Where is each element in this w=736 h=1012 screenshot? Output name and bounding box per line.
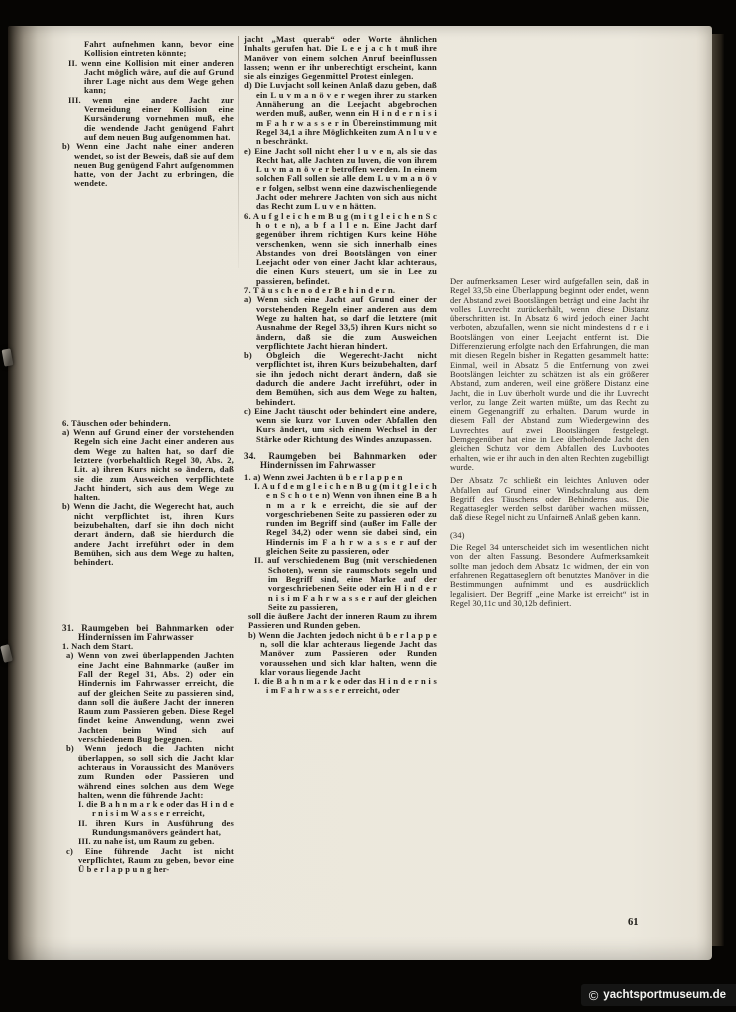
item-label: 34. <box>244 451 269 462</box>
rule-6-heading: 6. Täuschen oder behindern. <box>62 417 171 428</box>
rule-33-6-item: 6. A u f g l e i c h e m B u g (m i t g l e i c h e n S c h o t e n), a b f a l l e n. Eine Jacht darf gegenüber ihrem richtigen Kurs keine Höhe verschenken, wenn sie sich innerhalb eines Abstandes von drei Bootslängen von einer Leejacht oder von einer Jacht klar achteraus, die einen Kurs steuert, um sie in Lee zu passieren, befindet. <box>244 210 437 286</box>
item-label: b) <box>62 141 77 152</box>
item-label: III. <box>68 94 93 105</box>
item-label: a) <box>62 427 73 438</box>
item-label: b) <box>248 629 259 640</box>
commentary-34: Die Regel 34 unterscheidet sich im wesentlichen nicht von der alten Fassung. Besondere Aufmerksamkeit sollte man jedoch dem Absatz 1c widmen, der ein von erfahrenen Regattaseglern oft benutztes Manöver in die Bestimmungen aufnimmt und es ausdrücklich legalisiert. Der Begriff „eine Marke ist erreicht“ ist in Regel 30,11c und 30,12b definiert. <box>450 542 649 608</box>
item-label: I. <box>254 480 262 491</box>
column-right-commentary <box>450 277 649 608</box>
text-block: III. zu nahe ist, um Raum zu geben. <box>78 836 215 847</box>
item-label: b) <box>62 501 74 512</box>
text-block: b) Obgleich die Wegerecht-Jacht nicht verpflichtet ist, ihren Kurs beizubehalten, darf sie ihn jedoch nicht derart ändern, daß sie dadurch die andere Jacht irreführt, oder in dem Bemühen, sich aus dem Wege zu halten, behindert. <box>244 350 437 407</box>
item-label: 7. <box>244 285 253 296</box>
item-label: 6. <box>244 210 253 221</box>
item-label: b) <box>66 743 85 754</box>
rule-31-heading: 31. Raumgeben bei Bahnmarken oder Hindernissen im Fahrwasser <box>62 622 234 642</box>
text-block: I. die B a h n m a r k e oder das H i n d e r n i s i m F a h r w a s s e r erreicht, oder <box>254 676 437 696</box>
book-fore-edge <box>712 34 724 946</box>
item-label: 1. <box>62 641 72 652</box>
commentary-33: Der aufmerksamen Leser wird aufgefallen sein, daß in Regel 33,5b eine Überlappung beginnt oder endet, wenn der Abstand zwei Bootslängen beträgt und eine Jacht ihr volles Luvrecht zurückerhält, wenn diese Distanz überschritten ist. In Absatz 6 wird jedoch einer Jacht verboten, abzufallen, wenn sie nicht mindestens d r e i Bootslängen von einer Leejacht entfernt ist. Die Differenzierung erfolgte nach den Erfahrungen, die man mit diesen Regeln bisher in Regatten gesammelt hatte: Einmal, weil in Absatz 5 die Entfernung von zwei Bootslängen leichter zu schätzen ist als ein größerer Abstand, zum anderen, weil eine größere Distanz eine Jacht, die in Luv überholt wurde und die ihr Luvrecht verlor, zu lange Zeit warten müßte, um das Recht zu einem Gegenangriff zu erhalten. Darum wurde in diesem Fall der Abstand zum Wiedergewinn des Luvrechtes auf zwei Bootslängen festgelegt. Demgegenüber hat eine in Lee überholende Jacht den gleichen Schutz vor dem Abfallen des Luvbootes erhalten, wie er ihr auch in den alten Rechten zugebilligt wurde. <box>450 276 649 472</box>
text-block: soll die äußere Jacht der inneren Raum zu ihrem Passieren und Runden geben. <box>248 611 437 631</box>
text-block: b) Wenn eine Jacht nahe einer anderen wendet, so ist der Beweis, daß sie auf dem neuen Bug genügend Fahrt aufgenommen hatte, von der Jacht zu erbringen, die wendete. <box>62 141 234 189</box>
text-block: jacht „Mast querab“ oder Worte ähnlichen Inhalts gerufen hat. Die L e e j a c h t muß ihre Manöver von einem solchen Anruf beeinflussen lassen; wenn er ihr unberechtigt erscheint, kann sie als einziges Gegenmittel Protest einlegen. <box>244 34 437 82</box>
item-label: a) <box>244 294 257 305</box>
column-middle <box>244 35 437 696</box>
text-block: d) Die Luvjacht soll keinen Anlaß dazu geben, daß ein L u v m a n ö v e r wegen ihrer zu starken Annäherung an die Leejacht abgebrochen werden muß, außer, wenn ein H i n d e r n i s i m F a h r w a s s e r in Übereinstimmung mit Regel 34,1 a ihre Möglichkeiten zum A n l u v e n beschränkt. <box>244 80 437 147</box>
item-label: II. <box>254 555 268 566</box>
page-crease <box>238 36 239 268</box>
text-block: a) Wenn auf Grund einer der vorstehenden Regeln sich eine Jacht einer anderen aus dem Wege zu halten hat, so darf die letztere (vorbehaltlich Regel 30, Abs. 2, Lit. a) ihren Kurs nicht so ändern, daß sie die zum Ausweichen verpflichtete Jacht hindert, sich aus dem Wege zu halten. <box>62 427 234 503</box>
book-page <box>8 26 712 960</box>
text-block: II. wenn eine Kollision mit einer anderen Jacht möglich wäre, auf die auf Grund ihrer Lage nicht aus dem Wege gehen kann; <box>68 57 234 96</box>
text-block: 1. Nach dem Start. <box>62 641 134 652</box>
item-label: b) <box>244 350 266 361</box>
rule-34-heading: 34. Raumgeben bei Bahnmarken oder Hindernissen im Fahrwasser <box>244 451 437 471</box>
item-label: 31. <box>62 622 82 633</box>
text-block: I. A u f d e m g l e i c h e n B u g (m i t g l e i c h e n S c h o t e n) Wenn von ihnen eine B a h n m a r k e erreicht, die sie auf der vorgeschriebenen Seite zu passieren oder zu runden im Begriff sind (außer im Falle der Regel 34,2) oder wenn sie dabei sind, ein Hindernis im F a h r w a s s e r auf der gleichen Seite zu passieren, oder <box>254 480 437 557</box>
item-label: III. <box>78 836 94 847</box>
item-label: c) <box>66 845 85 856</box>
rule-33-7-item: 7. T ä u s c h e n o d e r B e h i n d e r n. <box>244 285 396 296</box>
item-label: II. <box>78 817 96 828</box>
text-block: II. auf verschiedenem Bug (mit verschiedenen Schoten), wenn sie raumschots segeln und im Begriff sind, eine Marke auf der vorgeschriebenen Seite oder ein H i n d e r n i s i m F a h r w a s s e r auf der gleichen Seite zu passieren, <box>254 555 437 612</box>
text-block: b) Wenn die Jachten jedoch nicht ü b e r l a p p e n, soll die klar achteraus liegende Jacht das Manöver zum Passieren oder Runden voraussehen und sich klar halten, wenn die klar voraus liegende Jacht <box>248 629 437 677</box>
text-block: Der Absatz 7c schließt ein leichtes Anluven oder Abfallen auf Grund einer Windschralung aus dem Begriff des Täuschens oder Behinderns aus. Die Regattasegler werden selbst darüber wachen müssen, daß diese Regel nicht zu Unfairneß Anlaß geben kann. <box>450 475 649 523</box>
item-label: II. <box>68 57 82 68</box>
item-label: d) <box>244 80 255 91</box>
item-label: I. <box>254 676 263 687</box>
column-left <box>62 40 234 875</box>
text-block: a) Wenn von zwei überlappenden Jachten eine Jacht eine Bahnmarke (außer im Fall der Regel 31, Abs. 2) oder ein Hindernis im Fahrwasser erreicht, die auf der gleichen Seite zu passieren sind, dann soll die äußere Jacht der inneren Raum zum Passieren geben. Diese Regel findet keine Anwendung, wenn zwei Jachten beim Wind sich auf verschiedenem Bug begegnen. <box>66 650 235 745</box>
commentary-34-number: (34) <box>450 529 465 540</box>
copyright-icon: © <box>588 987 599 1003</box>
item-label: I. <box>78 799 87 810</box>
item-label: 1. a) <box>244 471 263 482</box>
text-block: c) Eine führende Jacht ist nicht verpflichtet, Raum zu geben, bevor eine Ü b e r l a p p u n g her- <box>66 845 234 875</box>
text-block: b) Wenn jedoch die Jachten nicht überlappen, so soll sich die Jacht klar achteraus in Voraussicht des Manövers zum Runden oder Passieren und während eines solchen aus dem Wege halten, wenn die führende Jacht: <box>66 743 234 800</box>
text-block: Fahrt aufnehmen kann, bevor eine Kollision eintreten könnte; <box>84 39 234 59</box>
watermark-text: yachtsportmuseum.de <box>603 989 726 1001</box>
text-block: c) Eine Jacht täuscht oder behindert eine andere, wenn sie kurz vor Luven oder Abfallen den Kurs ändert, um sich einem Wechsel in der Stärke oder Richtung des Windes anzupassen. <box>244 405 437 444</box>
text-block: I. die B a h n m a r k e oder das H i n d e r n i s i m W a s s e r erreicht, <box>78 799 234 819</box>
item-label: 6. <box>62 417 71 428</box>
text-block: b) Wenn die Jacht, die Wegerecht hat, auch nicht verpflichtet ist, ihren Kurs beizubehalten, darf sie ihn doch nicht derart ändern, daß sie hierdurch die andere Jacht irreführt oder in dem Bemühen, sich aus dem Wege zu halten, behindert. <box>62 501 234 568</box>
page-number: 61 <box>628 917 639 928</box>
text-block: e) Eine Jacht soll nicht eher l u v e n, als sie das Recht hat, alle Jachten zu luven, die von ihrem L u v m a n ö v e r betroffen werden. In einem solchen Fall sollen sie alle dem L u v m a n ö v e r folgen, selbst wenn eine dazwischenliegende Jacht oder mehrere Jachten von sich aus nicht das Recht zum L u v e n hätten. <box>244 145 437 212</box>
text-block: II. ihren Kurs in Ausführung des Rundungsmanövers geändert hat, <box>78 817 234 838</box>
text-block: III. wenn eine andere Jacht zur Vermeidung einer Kollision eine Kursänderung vornehmen muß, ehe die wendende Jacht genügend Fahrt auf dem neuen Bug aufgenommen hat. <box>68 94 234 142</box>
text-block: 1. a) Wenn zwei Jachten ü b e r l a p p e n <box>244 471 403 482</box>
watermark <box>581 984 736 1006</box>
text-block: a) Wenn sich eine Jacht auf Grund einer der vorstehenden Regeln einer anderen aus dem Wege zu halten hat, so darf die letztere (mit Ausnahme der Regel 33,5) ihren Kurs nicht so ändern, daß sie die zum Ausweichen verpflichtete Jacht hieran hindert. <box>244 294 438 351</box>
item-label: a) <box>66 650 78 661</box>
item-label: c) <box>244 405 255 416</box>
item-label: e) <box>244 145 255 156</box>
